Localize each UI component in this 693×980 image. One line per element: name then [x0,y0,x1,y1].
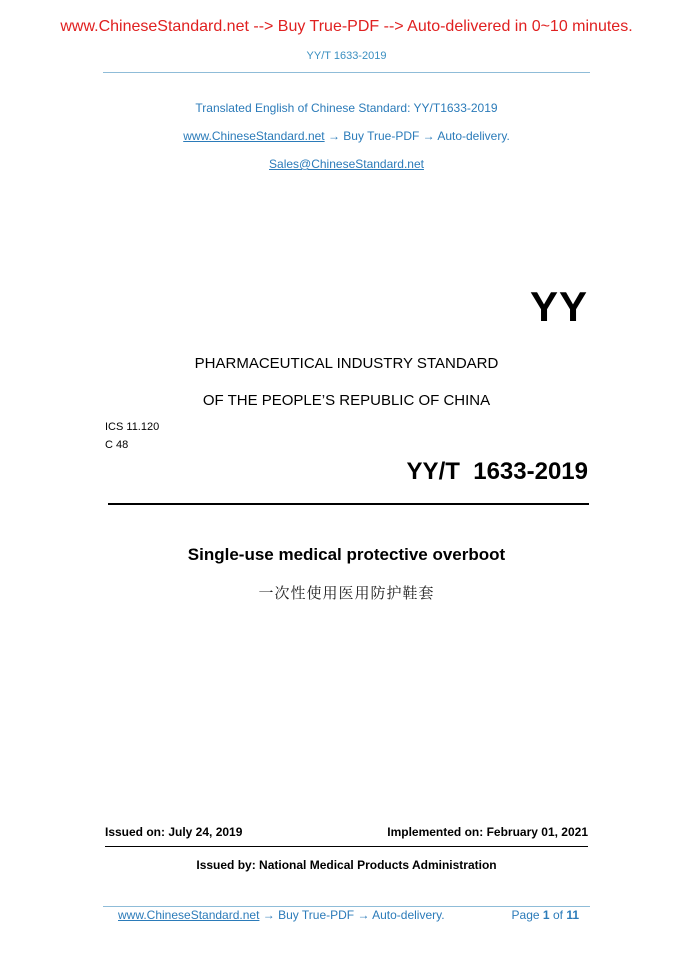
issued-by: Issued by: National Medical Products Administration [196,858,497,872]
links-line [0,129,693,143]
dates-divider [105,846,588,847]
site-link[interactable]: www.ChineseStandard.net [183,129,325,143]
page-label: Page [511,908,540,922]
document-title-cn: 一次性使用医用防护鞋套 [258,584,435,602]
implemented-on: Implemented on: February 01, 2021 [387,825,588,839]
document-title-en: Single-use medical protective overboot [187,545,506,564]
page-of: of [552,908,563,922]
classification-code: C 48 [105,439,129,451]
logo-code: YY [529,283,588,330]
page-indicator [512,908,579,922]
title-divider [108,503,589,505]
standard-type-line2: OF THE PEOPLE’S REPUBLIC OF CHINA [202,392,491,409]
footer-site-link[interactable]: www.ChineseStandard.net [118,908,260,922]
standard-type-line1: PHARMACEUTICAL INDUSTRY STANDARD [194,355,499,372]
header-divider [103,72,590,73]
links-line-rest: → Buy True-PDF → Auto-delivery. [324,129,510,143]
footer-links-rest: → Buy True-PDF → Auto-delivery. [259,908,445,922]
issued-on: Issued on: July 24, 2019 [105,825,243,839]
ics-code: ICS 11.120 [105,421,160,433]
standard-number: YY/T 1633-2019 [406,458,588,485]
page-total: 11 [566,908,579,922]
sales-line [0,157,693,171]
footer-links [118,908,445,922]
header-standard-code: YY/T 1633-2019 [306,50,387,62]
page-current: 1 [542,908,550,922]
footer-divider [103,906,590,907]
sales-email-link[interactable]: Sales@ChineseStandard.net [269,157,424,171]
top-banner[interactable]: www.ChineseStandard.net --> Buy True-PDF --> Auto-delivered in 0~10 minutes. [60,18,633,35]
translation-line: Translated English of Chinese Standard: YY/T1633-2019 [195,101,498,115]
